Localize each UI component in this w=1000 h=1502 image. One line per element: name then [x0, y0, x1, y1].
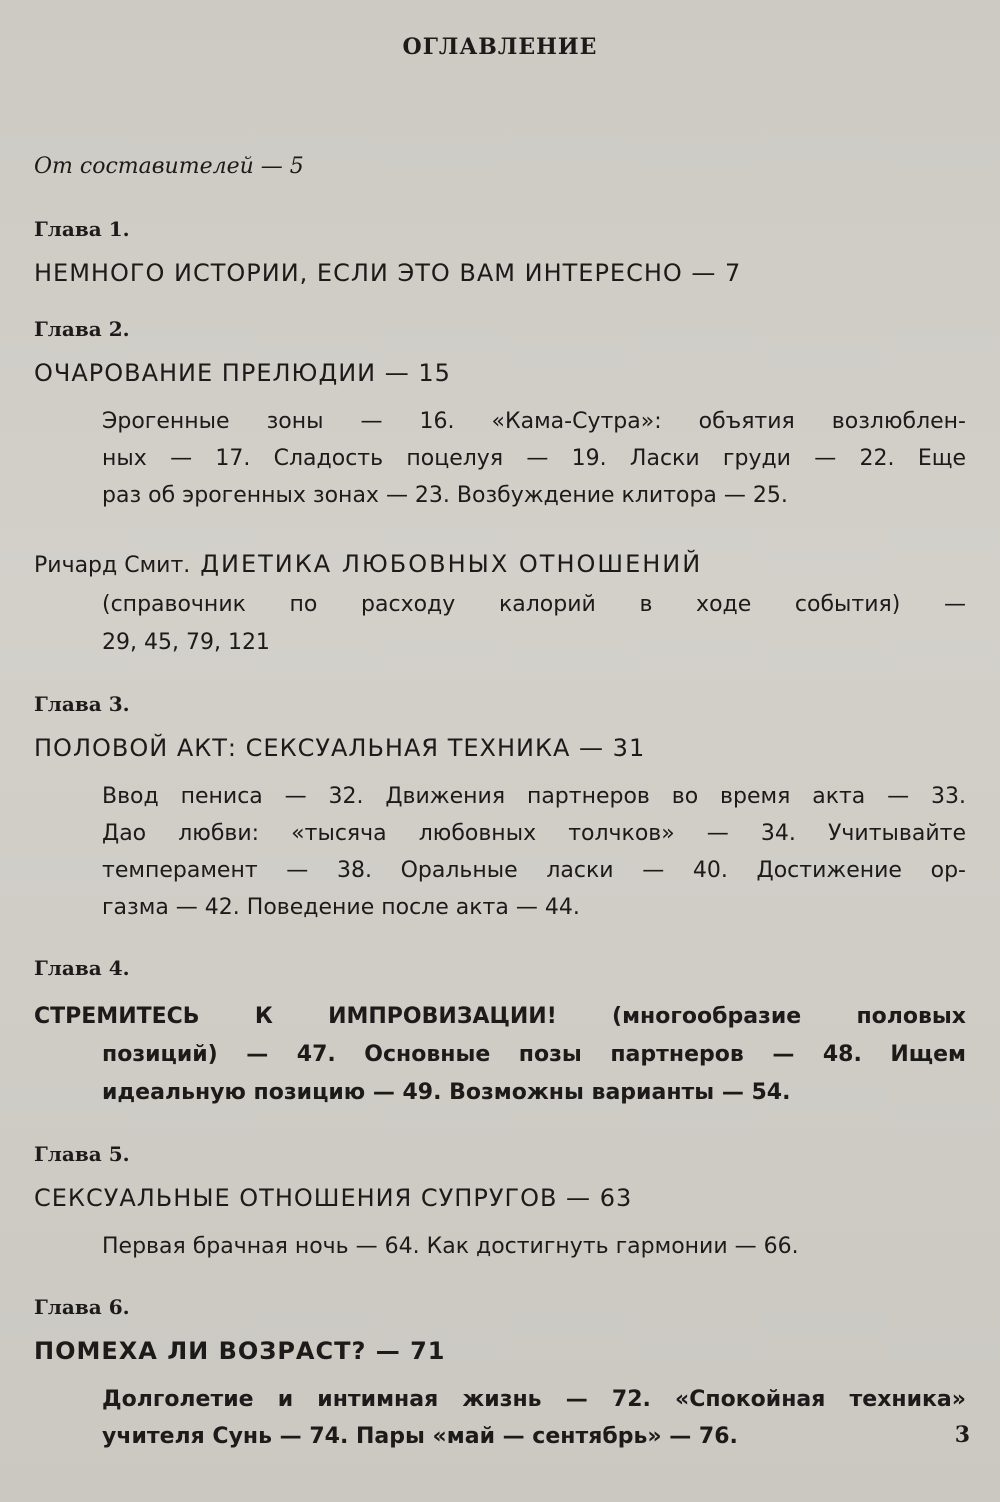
- section-line: 29, 45, 79, 121: [102, 630, 270, 655]
- chapter-title-and-sections: [34, 998, 966, 1112]
- section-line: газма — 42. Поведение после акта — 44.: [102, 895, 580, 920]
- section-line: СТРЕМИТЕСЬ К ИМПРОВИЗАЦИИ! (многообразие половых: [34, 1004, 966, 1029]
- section-line: учителя Сунь — 74. Пары «май — сентябрь» — 76.: [102, 1424, 738, 1449]
- chapter-sections: [34, 778, 966, 926]
- section-line: Долголетие и интимная жизнь — 72. «Спокойная техника»: [102, 1387, 966, 1412]
- chapter-1: [34, 217, 966, 287]
- section-line: Первая брачная ночь — 64. Как достигнуть гармонии — 66.: [102, 1234, 799, 1259]
- insert-entry: [34, 544, 966, 662]
- chapter-4: [34, 956, 966, 1112]
- chapter-title: СЕКСУАЛЬНЫЕ ОТНОШЕНИЯ СУПРУГОВ — 63: [34, 1184, 633, 1212]
- chapter-label: Глава 1.: [34, 217, 130, 241]
- chapter-label: Глава 3.: [34, 692, 130, 716]
- section-line: темперамент — 38. Оральные ласки — 40. Достижение ор-: [102, 858, 966, 883]
- chapter-sections: [34, 403, 966, 514]
- chapter-title: ПОМЕХА ЛИ ВОЗРАСТ? — 71: [34, 1337, 446, 1365]
- page-number: 3: [954, 1422, 970, 1448]
- section-line: идеальную позицию — 49. Возможны варианты — 54.: [102, 1080, 791, 1105]
- insert-heading: [34, 544, 966, 586]
- chapter-sections: [34, 1228, 966, 1265]
- insert-title: ДИЕТИКА ЛЮБОВНЫХ ОТНОШЕНИЙ: [200, 550, 703, 578]
- section-line: позиций) — 47. Основные позы партнеров — 48. Ищем: [102, 1042, 966, 1067]
- insert-author: Ричард Смит.: [34, 553, 191, 578]
- chapter-2: [34, 317, 966, 514]
- chapter-sections: [34, 1381, 966, 1455]
- chapter-label: Глава 6.: [34, 1295, 130, 1319]
- chapter-title: НЕМНОГО ИСТОРИИ, ЕСЛИ ЭТО ВАМ ИНТЕРЕСНО — 7: [34, 259, 742, 287]
- chapter-6: [34, 1295, 966, 1455]
- insert-sections: [34, 586, 966, 662]
- section-line: (справочник по расходу калорий в ходе события) —: [102, 592, 966, 617]
- section-line: Дао любви: «тысяча любовных толчков» — 34. Учитывайте: [102, 821, 966, 846]
- section-line: ных — 17. Сладость поцелуя — 19. Ласки груди — 22. Еще: [102, 446, 966, 471]
- chapter-label: Глава 5.: [34, 1142, 130, 1166]
- chapter-label: Глава 2.: [34, 317, 130, 341]
- chapter-3: [34, 692, 966, 926]
- chapter-title: ПОЛОВОЙ АКТ: СЕКСУАЛЬНАЯ ТЕХНИКА — 31: [34, 734, 646, 762]
- chapter-5: [34, 1142, 966, 1265]
- chapter-title: ОЧАРОВАНИЕ ПРЕЛЮДИИ — 15: [34, 359, 451, 387]
- toc-intro-entry: От составителей — 5: [34, 154, 304, 179]
- section-line: Ввод пениса — 32. Движения партнеров во время акта — 33.: [102, 784, 966, 809]
- section-line: Эрогенные зоны — 16. «Кама-Сутра»: объятия возлюблен-: [102, 409, 966, 434]
- toc-title: ОГЛАВЛЕНИЕ: [402, 34, 598, 60]
- section-line: раз об эрогенных зонах — 23. Возбуждение клитора — 25.: [102, 483, 788, 508]
- chapter-label: Глава 4.: [34, 956, 130, 980]
